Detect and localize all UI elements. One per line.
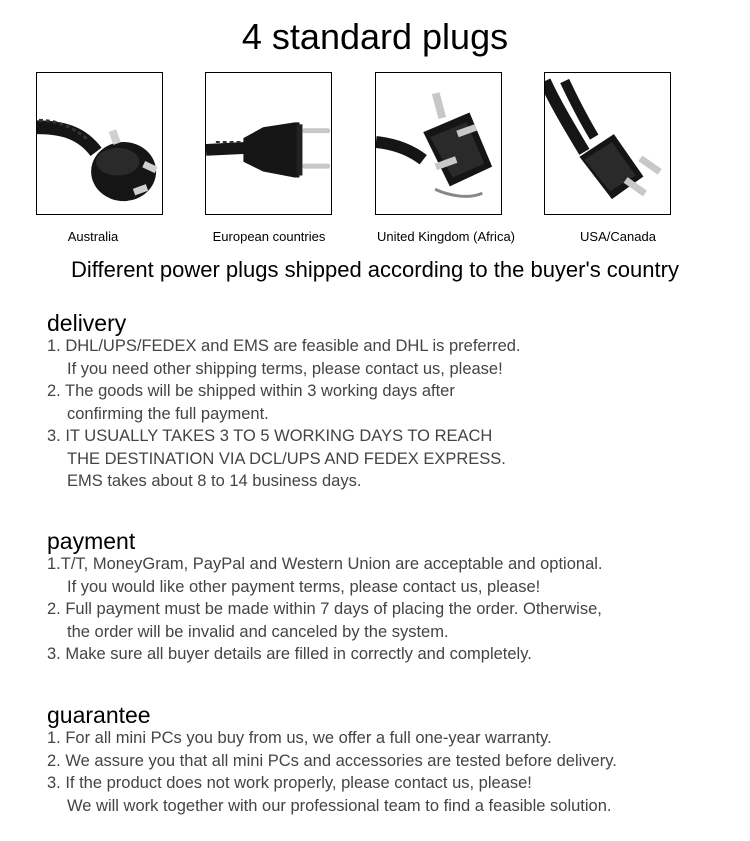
plug-image-europe [205,72,332,215]
guarantee-line-1: 1. For all mini PCs you buy from us, we offer a full one-year warranty. [47,729,552,747]
payment-line-3: 3. Make sure all buyer details are filled in correctly and completely. [47,645,532,663]
plug-label-europe: European countries [212,229,326,244]
payment-section [47,529,737,666]
payment-line-1: 1.T/T, MoneyGram, PayPal and Western Union are acceptable and optional. [47,555,603,573]
uk-plug-icon [376,73,501,214]
payment-line-2: 2. Full payment must be made within 7 days of placing the order. Otherwise, [47,600,602,618]
plug-label-australia: Australia [67,229,119,244]
delivery-line-1-cont: If you need other shipping terms, please contact us, please! [67,359,503,378]
guarantee-line-3: 3. If the product does not work properly, please contact us, please! [47,774,532,792]
plug-label-usa: USA/Canada [580,229,656,244]
guarantee-title: guarantee [47,702,151,728]
guarantee-section [47,703,737,817]
usa-plug-icon [545,73,670,214]
plug-image-usa [544,72,671,215]
delivery-line-3-cont-2: EMS takes about 8 to 14 business days. [67,472,362,490]
delivery-line-3-cont: THE DESTINATION VIA DCL/UPS AND FEDEX EXPRESS. [67,449,506,468]
delivery-title: delivery [47,310,127,336]
payment-title: payment [47,528,136,554]
delivery-line-2: 2. The goods will be shipped within 3 working days after [47,382,455,400]
plug-image-uk [375,72,502,215]
payment-line-2-cont: the order will be invalid and canceled by the system. [67,622,449,641]
page-title: 4 standard plugs [241,16,509,57]
guarantee-line-3-cont: We will work together with our professional team to find a feasible solution. [67,796,612,815]
delivery-line-2-cont: confirming the full payment. [67,404,269,423]
delivery-section [47,311,737,493]
delivery-line-3: 3. IT USUALLY TAKES 3 TO 5 WORKING DAYS TO REACH [47,427,493,445]
delivery-line-1: 1. DHL/UPS/FEDEX and EMS are feasible and DHL is preferred. [47,337,521,355]
plug-label-uk: United Kingdom (Africa) [377,229,515,244]
plug-image-australia [36,72,163,215]
plugs-subtitle: Different power plugs shipped according to the buyer's country [71,257,679,282]
guarantee-line-2: 2. We assure you that all mini PCs and accessories are tested before delivery. [47,751,617,770]
australia-plug-icon [37,73,162,214]
europe-plug-icon [206,73,331,214]
payment-line-1-cont: If you would like other payment terms, please contact us, please! [67,577,541,596]
